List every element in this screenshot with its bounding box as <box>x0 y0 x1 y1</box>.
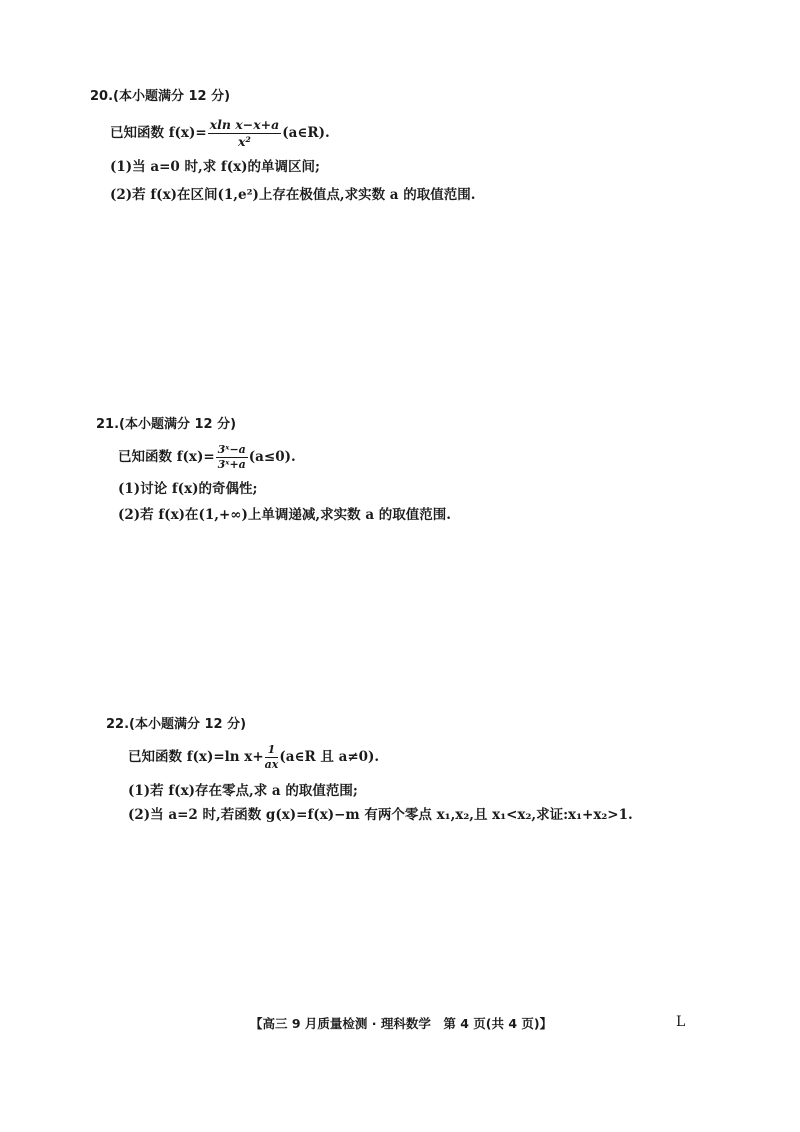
problem-21-stem <box>118 444 296 471</box>
problem-21-stem-suffix: (a≤0). <box>248 449 296 465</box>
problem-22-fraction-denominator: ax <box>264 758 279 771</box>
problem-21-fraction <box>216 444 248 471</box>
problem-22-header: 22.(本小题满分 12 分) <box>106 717 247 732</box>
corner-mark: L <box>676 1014 686 1030</box>
problem-20-stem <box>110 118 330 149</box>
problem-22-stem-suffix: (a∈R 且 a≠0). <box>279 749 380 765</box>
page-footer: 【高三 9 月质量检测 · 理科数学 第 4 页(共 4 页)】 <box>250 1016 553 1031</box>
problem-22-part-2: (2)当 a=2 时,若函数 g(x)=f(x)−m 有两个零点 x₁,x₂,且 x₁<x₂,求证:x₁+x₂>1. <box>128 807 633 823</box>
problem-22-fraction-numerator: 1 <box>265 744 279 758</box>
problem-20-fraction-numerator: xln x−x+a <box>209 117 280 132</box>
problem-20-fraction <box>208 118 282 149</box>
problem-22-part-1: (1)若 f(x)存在零点,求 a 的取值范围; <box>128 783 358 799</box>
problem-22-stem <box>128 744 379 771</box>
problem-20-header: 20.(本小题满分 12 分) <box>90 89 231 104</box>
problem-20-part-1: (1)当 a=0 时,求 f(x)的单调区间; <box>110 159 321 175</box>
problem-21-part-2: (2)若 f(x)在(1,+∞)上单调递减,求实数 a 的取值范围. <box>118 507 451 523</box>
problem-21-stem-prefix: 已知函数 f(x)= <box>118 449 215 465</box>
problem-21-part-1: (1)讨论 f(x)的奇偶性; <box>118 481 258 497</box>
problem-20-stem-suffix: (a∈R). <box>282 125 330 141</box>
problem-22-fraction <box>265 744 279 771</box>
problem-20-stem-prefix: 已知函数 f(x)= <box>110 125 207 141</box>
problem-20-fraction-denominator: x² <box>237 134 251 149</box>
problem-21-fraction-numerator: 3ˣ−a <box>217 443 246 456</box>
problem-21-fraction-denominator: 3ˣ+a <box>217 458 246 471</box>
problem-20-part-2: (2)若 f(x)在区间(1,e²)上存在极值点,求实数 a 的取值范围. <box>110 187 476 203</box>
problem-22-stem-prefix: 已知函数 f(x)=ln x+ <box>128 749 264 765</box>
problem-21-header: 21.(本小题满分 12 分) <box>96 417 237 432</box>
